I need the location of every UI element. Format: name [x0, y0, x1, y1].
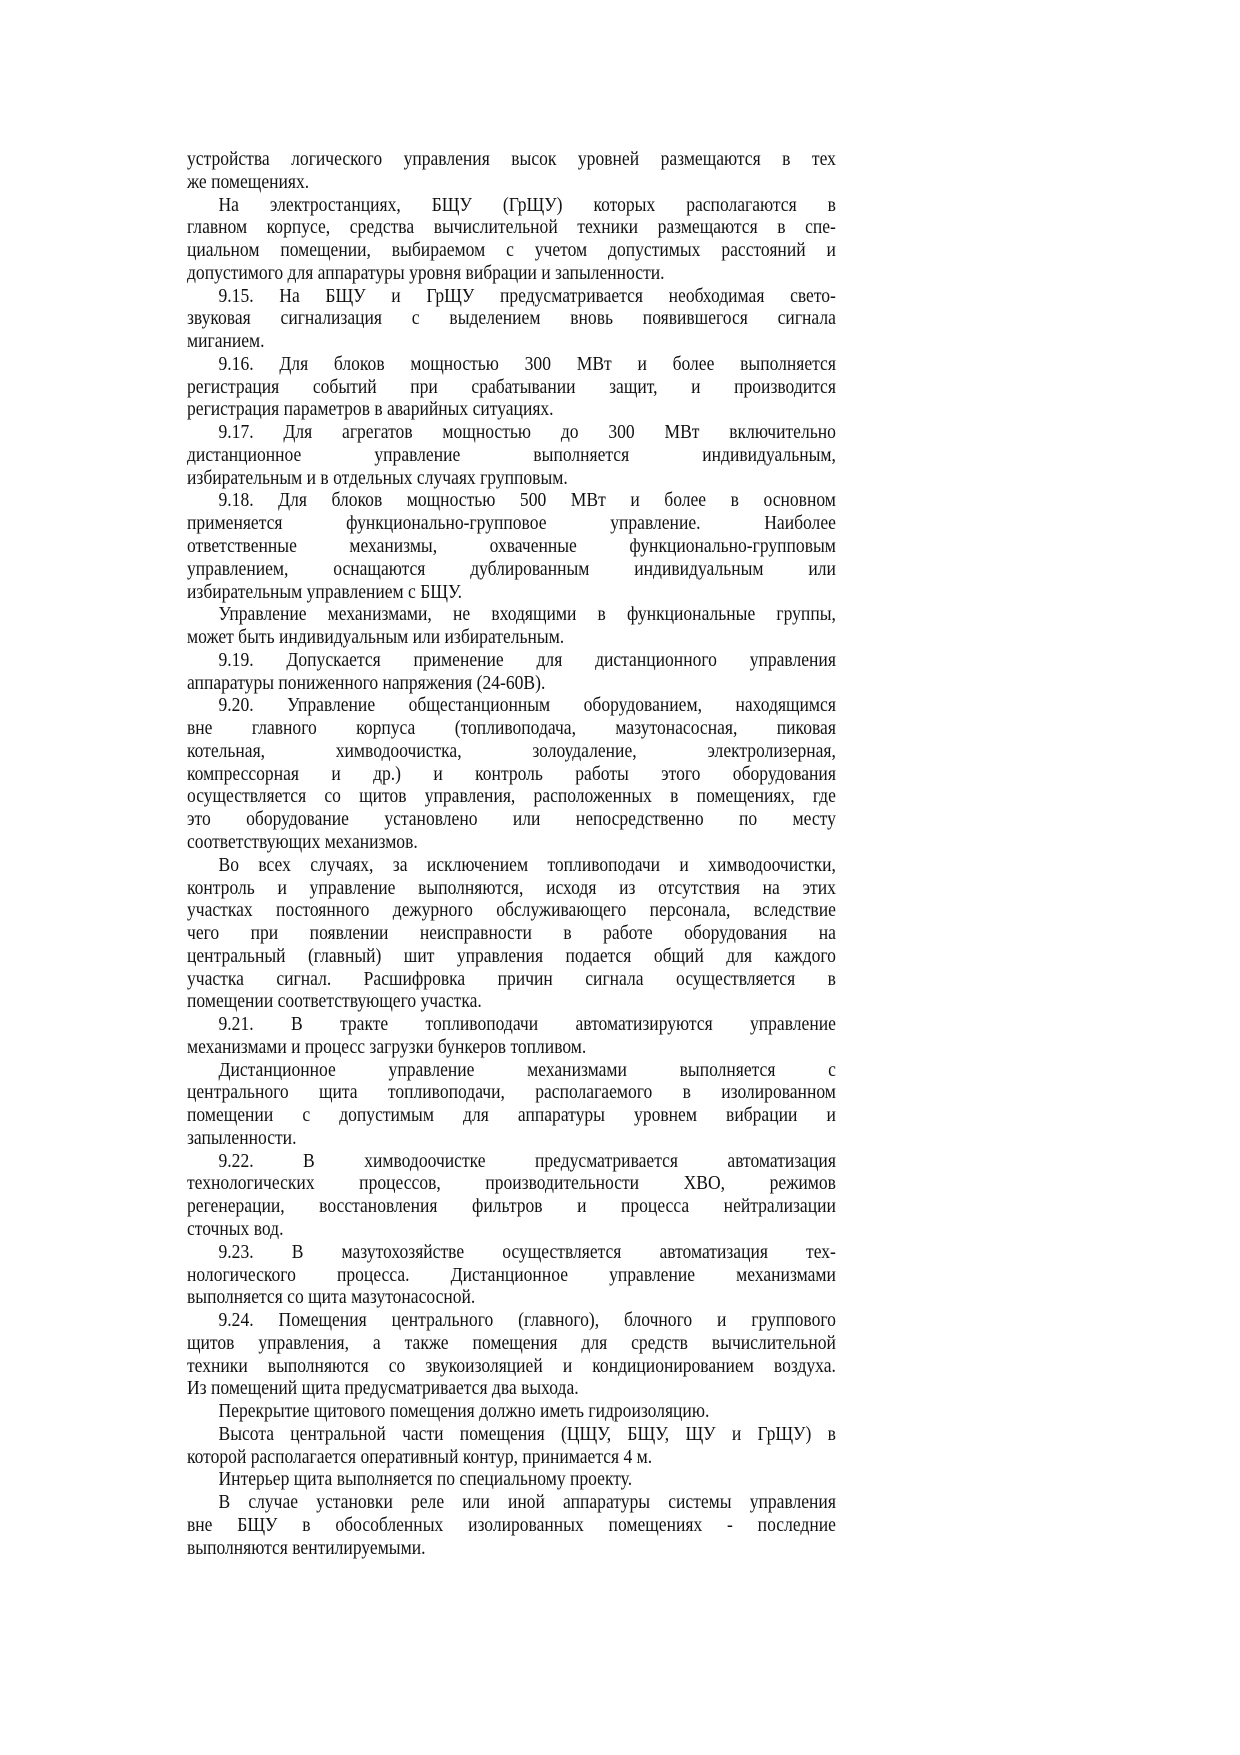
paragraph [187, 1469, 836, 1492]
text-line: применяется функционально-групповое управление. Наиболее [187, 513, 836, 535]
text-line: циальном помещении, выбираемом с учетом допустимых расстояний и [187, 240, 836, 262]
text-line: центральный (главный) шит управления подается общий для каждого [187, 945, 836, 967]
text-line: вне БЩУ в обособленных изолированных помещениях - последние [187, 1514, 836, 1536]
text-line: которой располагается оперативный контур, принимается 4 м. [187, 1446, 653, 1468]
paragraph [187, 695, 836, 854]
text-line: 9.23. В мазутохозяйстве осуществляется автоматизация тех- [218, 1241, 836, 1263]
text-line: Во всех случаях, за исключением топливоподачи и химводоочистки, [218, 854, 836, 876]
text-line: избирательным управлением с БЩУ. [187, 581, 462, 603]
paragraph [187, 149, 836, 195]
text-line: участках постоянного дежурного обслуживающего персонала, вследствие [187, 900, 836, 922]
text-line: 9.21. В тракте топливоподачи автоматизируются управление [218, 1014, 836, 1036]
paragraph [187, 286, 836, 354]
text-line: 9.19. Допускается применение для дистанционного управления [218, 649, 836, 671]
text-line: Высота центральной части помещения (ЦЩУ, БЩУ, ЩУ и ГрЩУ) в [218, 1423, 836, 1445]
text-line: аппаратуры пониженного напряжения (24-60В). [187, 672, 546, 694]
text-line: это оборудование установлено или непосредственно по месту [187, 809, 836, 831]
text-line: главном корпусе, средства вычислительной техники размещаются в спе- [187, 217, 836, 239]
text-line: компрессорная и др.) и контроль работы этого оборудования [187, 763, 836, 785]
text-line: В случае установки реле или иной аппаратуры системы управления [218, 1492, 836, 1514]
text-line: 9.17. Для агрегатов мощностью до 300 МВт включительно [218, 422, 836, 444]
paragraph [187, 1310, 836, 1401]
paragraph [187, 1424, 836, 1470]
text-line: выполняется со щита мазутонасосной. [187, 1287, 476, 1309]
text-line: 9.20. Управление общестанционным оборудованием, находящимся [218, 695, 836, 717]
text-line: выполняются вентилируемыми. [187, 1537, 426, 1559]
text-line: котельная, химводоочистка, золоудаление, электролизерная, [187, 740, 836, 762]
text-line: щитов управления, а также помещения для средств вычислительной [187, 1332, 836, 1354]
text-line: дистанционное управление выполняется индивидуальным, [187, 444, 836, 466]
text-line: регенерации, восстановления фильтров и процесса нейтрализации [187, 1196, 836, 1218]
paragraph [187, 1014, 836, 1060]
text-line: центрального щита топливоподачи, располагаемого в изолированном [187, 1082, 836, 1104]
text-line: участка сигнал. Расшифровка причин сигнала осуществляется в [187, 968, 836, 990]
paragraph [187, 1242, 836, 1310]
text-line: На электростанциях, БЩУ (ГрЩУ) которых располагаются в [218, 194, 836, 216]
paragraph [187, 1151, 836, 1242]
paragraph [187, 422, 836, 490]
text-line: 9.16. Для блоков мощностью 300 МВт и более выполняется [218, 353, 836, 375]
text-line: звуковая сигнализация с выделением вновь появившегося сигнала [187, 308, 836, 330]
text-line: механизмами и процесс загрузки бункеров топливом. [187, 1036, 587, 1058]
text-line: соответствующих механизмов. [187, 831, 418, 853]
text-line: устройства логического управления высок уровней размещаются в тех [187, 149, 836, 170]
paragraph [187, 195, 836, 286]
text-line: допустимого для аппаратуры уровня вибрации и запыленности. [187, 262, 665, 284]
paragraph [187, 490, 836, 604]
paragraph [187, 650, 836, 696]
text-line: Из помещений щита предусматривается два выхода. [187, 1378, 579, 1400]
paragraph [187, 855, 836, 1014]
text-line: Дистанционное управление механизмами выполняется с [218, 1059, 836, 1081]
text-line: Интерьер щита выполняется по специальному проекту. [218, 1469, 633, 1491]
text-line: Управление механизмами, не входящими в функциональные группы, [218, 604, 836, 626]
text-line: техники выполняются со звукоизоляцией и кондиционированием воздуха. [187, 1355, 836, 1377]
text-line: миганием. [187, 331, 265, 353]
paragraph [187, 1401, 836, 1424]
text-line: регистрация событий при срабатывании защит, и производится [187, 376, 836, 398]
text-line: 9.22. В химводоочистке предусматривается автоматизация [218, 1150, 836, 1172]
text-line: управлением, оснащаются дублированным индивидуальным или [187, 558, 836, 580]
paragraph [187, 1492, 836, 1560]
text-line: сточных вод. [187, 1218, 284, 1240]
text-line: помещении соответствующего участка. [187, 991, 482, 1013]
text-line: запыленности. [187, 1127, 297, 1149]
text-line: же помещениях. [187, 171, 310, 193]
text-line: ответственные механизмы, охваченные функционально-групповым [187, 536, 836, 558]
text-line: регистрация параметров в аварийных ситуациях. [187, 399, 554, 421]
text-line: помещении с допустимым для аппаратуры уровнем вибрации и [187, 1105, 836, 1127]
text-line: избирательным и в отдельных случаях групповым. [187, 467, 568, 489]
text-line: осуществляется со щитов управления, расположенных в помещениях, где [187, 786, 836, 808]
paragraph [187, 354, 836, 422]
text-line: 9.24. Помещения центрального (главного), блочного и группового [218, 1310, 836, 1332]
paragraph [187, 604, 836, 650]
text-line: Перекрытие щитового помещения должно иметь гидроизоляцию. [218, 1401, 710, 1423]
text-line: технологических процессов, производительности ХВО, режимов [187, 1173, 836, 1195]
text-line: 9.18. Для блоков мощностью 500 МВт и более в основном [218, 490, 836, 512]
text-line: 9.15. На БЩУ и ГрЩУ предусматривается необходимая свето- [218, 285, 836, 307]
text-line: нологического процесса. Дистанционное управление механизмами [187, 1264, 836, 1286]
text-line: чего при появлении неисправности в работе оборудования на [187, 923, 836, 945]
paragraph [187, 1060, 836, 1151]
text-line: вне главного корпуса (топливоподача, мазутонасосная, пиковая [187, 718, 836, 740]
document-body [187, 149, 836, 1560]
text-line: может быть индивидуальным или избирательным. [187, 627, 565, 649]
text-line: контроль и управление выполняются, исходя из отсутствия на этих [187, 877, 836, 899]
